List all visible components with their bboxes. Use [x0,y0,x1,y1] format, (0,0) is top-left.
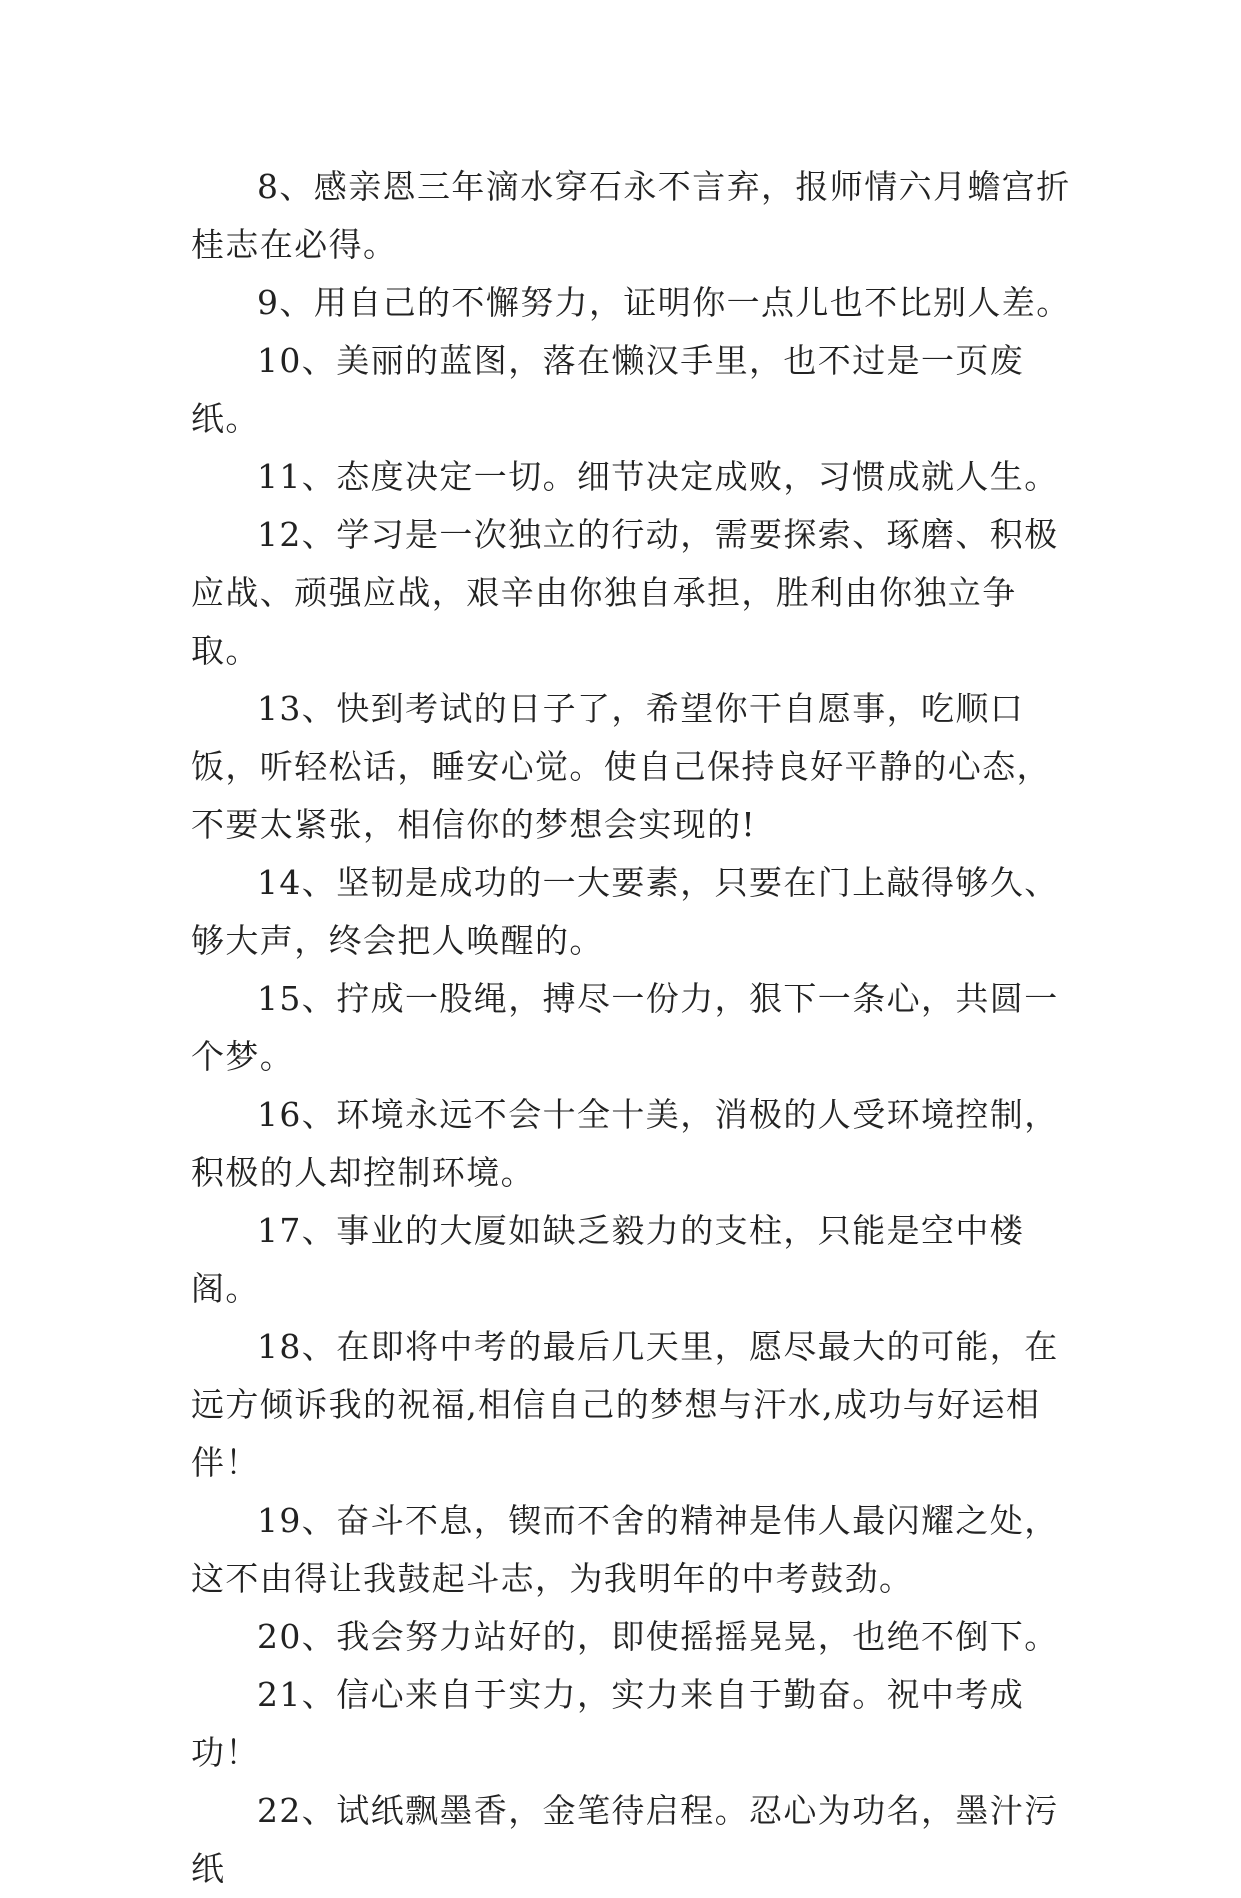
list-item: 14、坚韧是成功的一大要素，只要在门上敲得够久、够大声，终会把人唤醒的。 [191,863,1059,960]
list-item: 12、学习是一次独立的行动，需要探索、琢磨、积极应战、顽强应战，艰辛由你独自承担，胜利由你独立争取。 [191,515,1059,670]
list-item: 16、环境永远不会十全十美，消极的人受环境控制，积极的人却控制环境。 [191,1095,1059,1192]
list-item: 17、事业的大厦如缺乏毅力的支柱，只能是空中楼阁。 [191,1211,1025,1308]
list-item: 21、信心来自于实力，实力来自于勤奋。祝中考成功！ [191,1675,1025,1772]
list-item: 13、快到考试的日子了，希望你干自愿事，吃顺口饭，听轻松话，睡安心觉。使自己保持良好平静的心态，不要太紧张，相信你的梦想会实现的! [191,689,1051,844]
list-item: 19、奋斗不息，锲而不舍的精神是伟人最闪耀之处，这不由得让我鼓起斗志，为我明年的中考鼓劲。 [191,1501,1059,1598]
list-item: 15、拧成一股绳，搏尽一份力，狠下一条心，共圆一个梦。 [191,979,1059,1076]
list-item: 9、用自己的不懈努力，证明你一点儿也不比别人差。 [257,283,1071,322]
list-item: 18、在即将中考的最后几天里，愿尽最大的可能，在远方倾诉我的祝福,相信自己的梦想与汗水,成功与好运相伴！ [191,1327,1059,1482]
document-body [191,158,1071,1898]
list-item: 10、美丽的蓝图，落在懒汉手里，也不过是一页废纸。 [191,341,1025,438]
list-item: 11、态度决定一切。细节决定成败，习惯成就人生。 [257,457,1059,496]
list-item: 8、感亲恩三年滴水穿石永不言弃，报师情六月蟾宫折桂志在必得。 [191,167,1071,264]
list-item: 20、我会努力站好的，即使摇摇晃晃，也绝不倒下。 [257,1617,1059,1656]
list-item: 22、试纸飘墨香，金笔待启程。忍心为功名，墨汁污纸 [191,1791,1059,1888]
